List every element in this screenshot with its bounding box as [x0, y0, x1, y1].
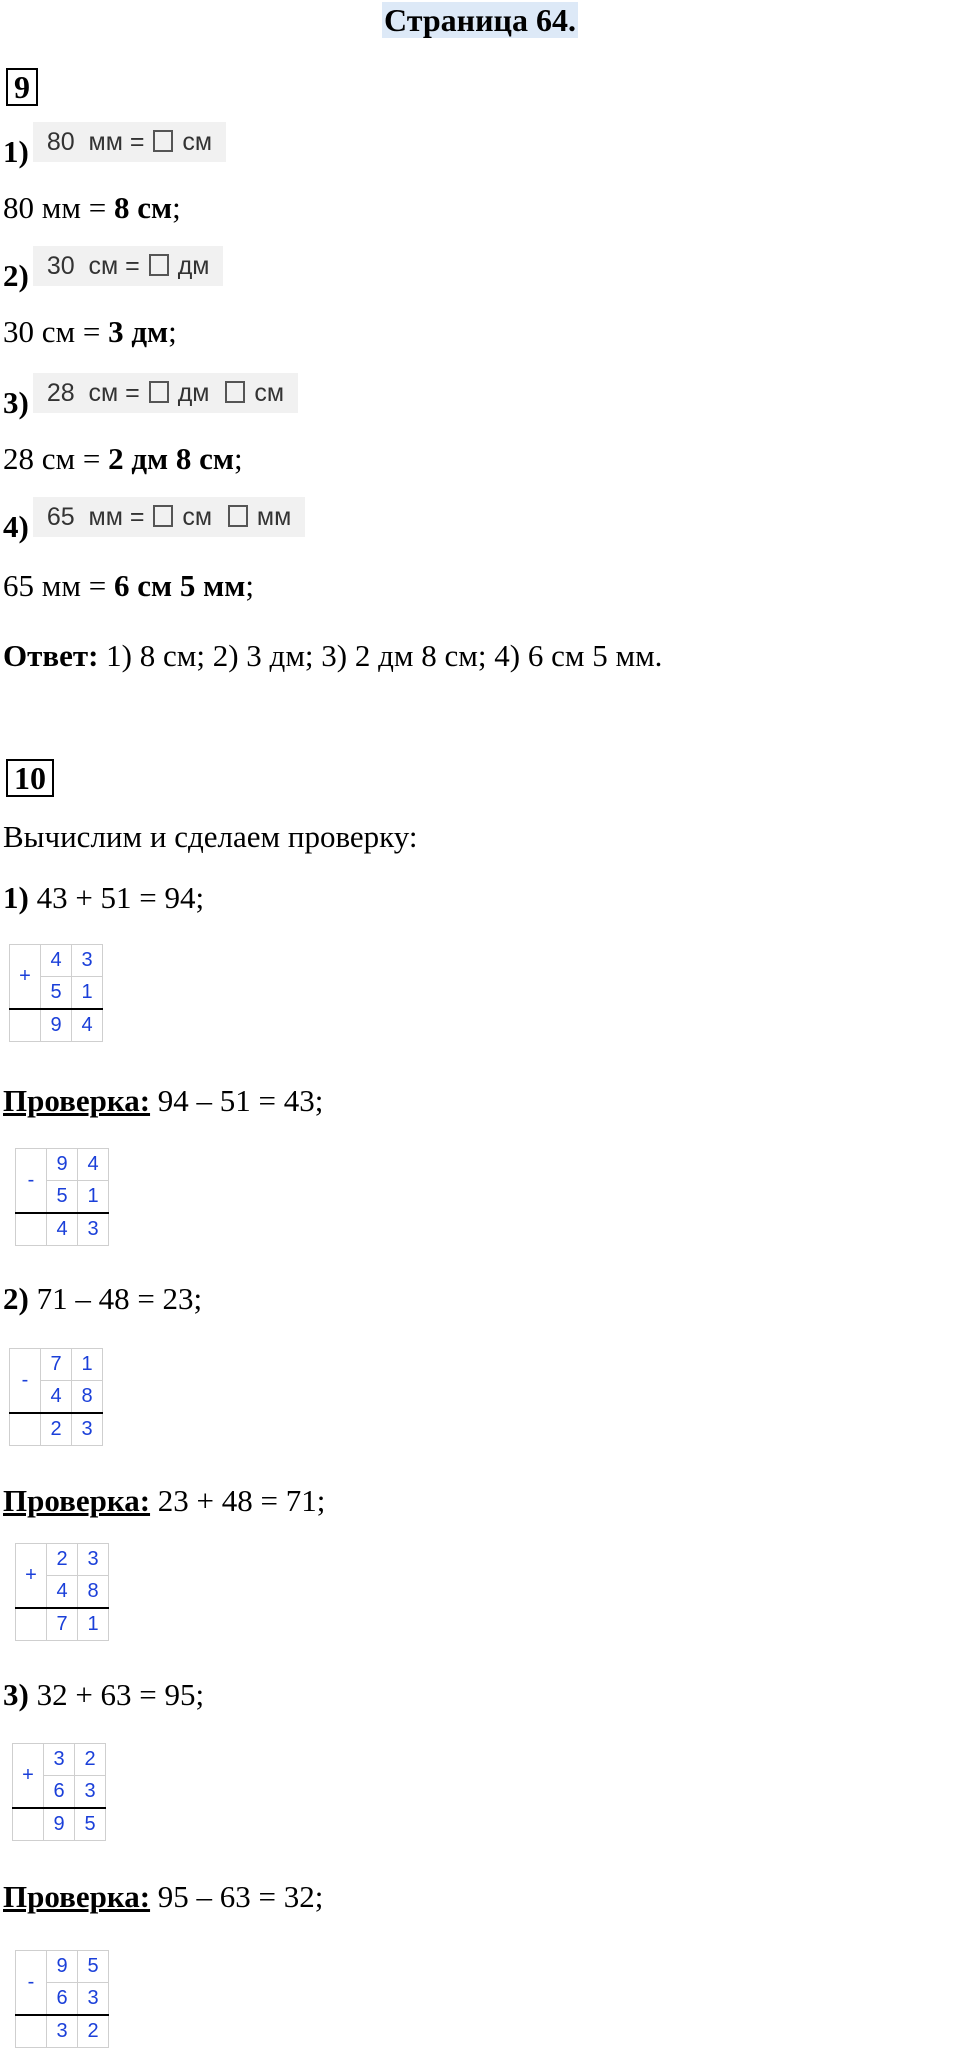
operation-sign: + — [10, 945, 41, 1010]
digit-cell: 3 — [72, 945, 103, 977]
digit-cell: 1 — [72, 1349, 103, 1381]
digit-cell: 5 — [41, 977, 72, 1010]
task-9-4-image: 65 мм = см мм — [33, 497, 305, 537]
digit-cell: 7 — [47, 1608, 78, 1641]
task-9-item-1: 1) 80 мм = см — [3, 122, 226, 170]
empty-box-icon — [153, 505, 173, 527]
empty-box-icon — [149, 381, 169, 403]
digit-cell: 4 — [47, 1213, 78, 1246]
digit-cell: 3 — [78, 1213, 109, 1246]
problem-3: 3) 32 + 63 = 95; — [3, 1677, 205, 1712]
digit-cell: 3 — [75, 1776, 106, 1809]
task-9-1-image: 80 мм = см — [33, 122, 226, 162]
digit-cell: 3 — [47, 2015, 78, 2048]
task-9-answer-3: 28 см = 2 дм 8 см; — [3, 441, 243, 476]
digit-cell: 9 — [41, 1009, 72, 1042]
check-2: Проверка: 23 + 48 = 71; — [3, 1483, 326, 1518]
operation-sign: - — [16, 1149, 47, 1214]
task-9-number: 9 — [6, 68, 38, 106]
digit-cell: 9 — [47, 1149, 78, 1181]
operation-sign: - — [16, 1951, 47, 2016]
empty-box-icon — [153, 130, 173, 152]
digit-cell: 1 — [72, 977, 103, 1010]
digit-cell: 8 — [72, 1381, 103, 1414]
task-9-3-image: 28 см = дм см — [33, 373, 298, 413]
page-title: Страница 64. — [384, 2, 576, 38]
task-9-answer-4: 65 мм = 6 см 5 мм; — [3, 568, 254, 603]
digit-cell — [10, 1413, 41, 1446]
digit-cell — [16, 1608, 47, 1641]
check-1: Проверка: 94 – 51 = 43; — [3, 1083, 324, 1118]
digit-cell — [10, 1009, 41, 1042]
column-check-3 — [15, 1950, 109, 2048]
problem-2: 2) 71 – 48 = 23; — [3, 1281, 203, 1316]
digit-cell: 2 — [75, 1744, 106, 1776]
check-3: Проверка: 95 – 63 = 32; — [3, 1879, 324, 1914]
operation-sign: + — [16, 1544, 47, 1609]
task-9-item-2: 2) 30 см = дм — [3, 246, 223, 294]
column-calc-3 — [12, 1743, 106, 1841]
digit-cell: 7 — [41, 1349, 72, 1381]
task-10-number: 10 — [6, 759, 54, 797]
digit-cell — [16, 1213, 47, 1246]
problem-1: 1) 43 + 51 = 94; — [3, 880, 205, 915]
digit-cell: 4 — [41, 1381, 72, 1414]
empty-box-icon — [149, 254, 169, 276]
empty-box-icon — [225, 381, 245, 403]
operation-sign: - — [10, 1349, 41, 1414]
column-calc-2 — [9, 1348, 103, 1446]
digit-cell — [13, 1808, 44, 1841]
digit-cell: 5 — [75, 1808, 106, 1841]
empty-box-icon — [228, 505, 248, 527]
task-10-intro: Вычислим и сделаем проверку: — [3, 819, 418, 854]
digit-cell — [16, 2015, 47, 2048]
digit-cell: 1 — [78, 1181, 109, 1214]
digit-cell: 4 — [41, 945, 72, 977]
task-9-2-image: 30 см = дм — [33, 246, 224, 286]
digit-cell: 2 — [78, 2015, 109, 2048]
column-calc-1 — [9, 944, 103, 1042]
digit-cell: 3 — [44, 1744, 75, 1776]
operation-sign: + — [13, 1744, 44, 1809]
digit-cell: 9 — [44, 1808, 75, 1841]
digit-cell: 2 — [41, 1413, 72, 1446]
digit-cell: 8 — [78, 1576, 109, 1609]
digit-cell: 4 — [47, 1576, 78, 1609]
digit-cell: 9 — [47, 1951, 78, 1983]
digit-cell: 6 — [47, 1983, 78, 2016]
digit-cell: 3 — [72, 1413, 103, 1446]
digit-cell: 6 — [44, 1776, 75, 1809]
digit-cell: 3 — [78, 1983, 109, 2016]
digit-cell: 4 — [72, 1009, 103, 1042]
digit-cell: 5 — [78, 1951, 109, 1983]
digit-cell: 4 — [78, 1149, 109, 1181]
digit-cell: 2 — [47, 1544, 78, 1576]
task-9-item-4: 4) 65 мм = см мм — [3, 497, 305, 545]
column-check-1 — [15, 1148, 109, 1246]
digit-cell: 1 — [78, 1608, 109, 1641]
task-9-item-3: 3) 28 см = дм см — [3, 373, 298, 421]
column-check-2 — [15, 1543, 109, 1641]
digit-cell: 3 — [78, 1544, 109, 1576]
task-9-answer-1: 80 мм = 8 см; — [3, 190, 181, 225]
digit-cell: 5 — [47, 1181, 78, 1214]
task-9-answer-2: 30 см = 3 дм; — [3, 314, 177, 349]
task-9-answer: Ответ: 1) 8 см; 2) 3 дм; 3) 2 дм 8 см; 4) 6 см 5 мм. — [3, 638, 663, 673]
